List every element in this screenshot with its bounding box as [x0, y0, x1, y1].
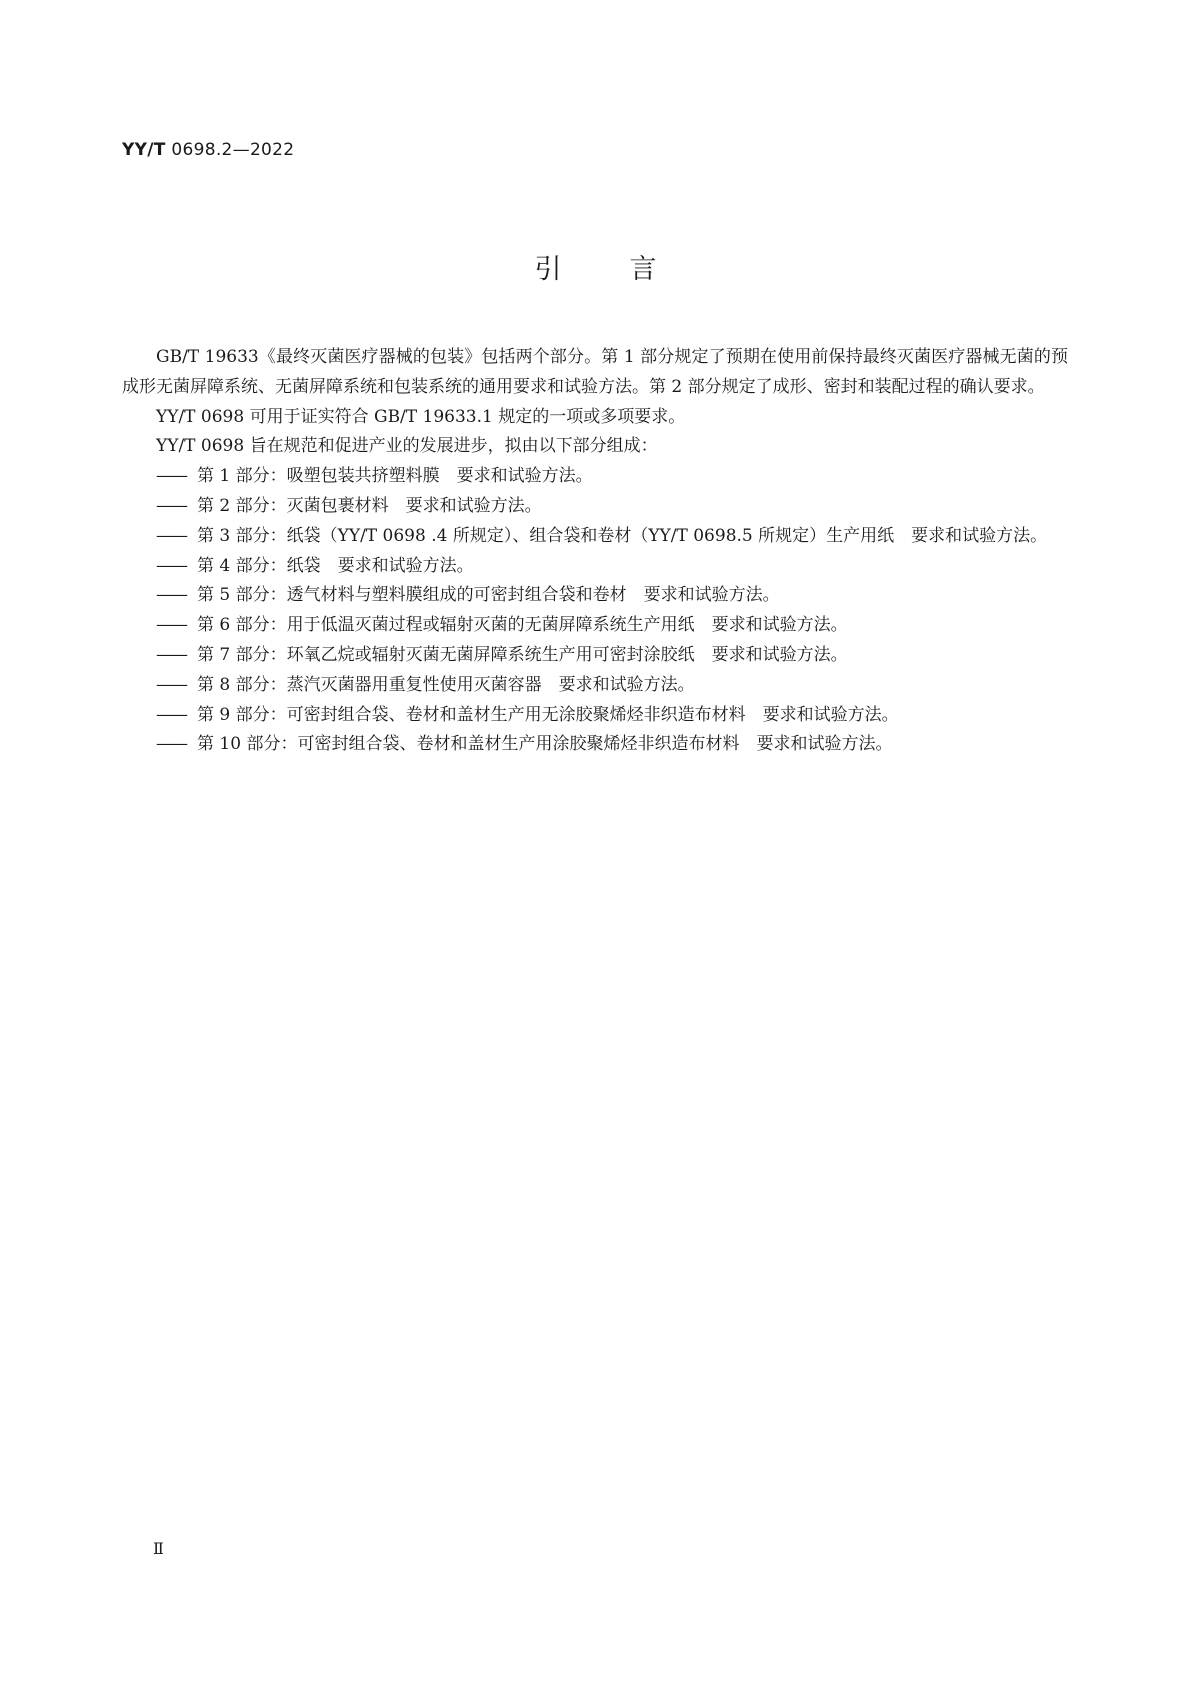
list-item: [122, 522, 1068, 552]
standard-code-number: 0698.2—2022: [171, 140, 295, 160]
page-number: Ⅱ: [153, 1539, 164, 1558]
list-item: [122, 462, 1068, 492]
list-item: [122, 730, 1068, 760]
list-item: [122, 671, 1068, 701]
intro-paragraph: GB/T 19633《最终灭菌医疗器械的包装》包括两个部分。第 1 部分规定了预期在使用前保持最终灭菌医疗器械无菌的预成形无菌屏障系统、无菌屏障系统和包装系统的通用要求和试验方法。第 2 部分规定了成形、密封和装配过程的确认要求。: [122, 347, 1068, 397]
part-text: 第 3 部分：纸袋（YY/T 0698 .4 所规定）、组合袋和卷材（YY/T 0698.5 所规定）生产用纸 要求和试验方法。: [197, 525, 1048, 546]
list-dash: ——: [156, 644, 186, 665]
list-dash: ——: [156, 525, 186, 546]
list-dash: ——: [156, 674, 186, 695]
list-dash: ——: [156, 495, 186, 516]
list-item: [122, 701, 1068, 731]
page-title: 引言: [534, 254, 725, 285]
parts-list: [122, 462, 1068, 760]
list-dash: ——: [156, 734, 186, 755]
list-dash: ——: [156, 615, 186, 636]
list-item: [122, 552, 1068, 582]
part-text: 第 6 部分：用于低温灭菌过程或辐射灭菌的无菌屏障系统生产用纸 要求和试验方法。: [197, 615, 848, 636]
part-text: 第 7 部分：环氧乙烷或辐射灭菌无菌屏障系统生产用可密封涂胶纸 要求和试验方法。: [197, 644, 848, 665]
intro-paragraph: YY/T 0698 可用于证实符合 GB/T 19633.1 规定的一项或多项要求。: [156, 406, 686, 427]
list-dash: ——: [156, 555, 186, 576]
list-dash: ——: [156, 704, 186, 725]
part-text: 第 1 部分：吸塑包装共挤塑料膜 要求和试验方法。: [197, 466, 593, 487]
standard-code: [122, 140, 294, 160]
list-item: [122, 492, 1068, 522]
introduction-body: [122, 343, 1068, 760]
part-text: 第 4 部分：纸袋 要求和试验方法。: [197, 555, 474, 576]
standard-code-prefix: YY/T: [122, 140, 166, 160]
list-dash: ——: [156, 466, 186, 487]
list-item: [122, 611, 1068, 641]
part-text: 第 8 部分：蒸汽灭菌器用重复性使用灭菌容器 要求和试验方法。: [197, 674, 695, 695]
part-text: 第 9 部分：可密封组合袋、卷材和盖材生产用无涂胶聚烯烃非织造布材料 要求和试验方法。: [197, 704, 899, 725]
part-text: 第 10 部分：可密封组合袋、卷材和盖材生产用涂胶聚烯烃非织造布材料 要求和试验方法。: [197, 734, 893, 755]
list-item: [122, 581, 1068, 611]
part-text: 第 5 部分：透气材料与塑料膜组成的可密封组合袋和卷材 要求和试验方法。: [197, 585, 780, 606]
list-dash: ——: [156, 585, 186, 606]
list-item: [122, 641, 1068, 671]
intro-paragraph: YY/T 0698 旨在规范和促进产业的发展进步，拟由以下部分组成：: [156, 436, 658, 457]
part-text: 第 2 部分：灭菌包裹材料 要求和试验方法。: [197, 495, 542, 516]
